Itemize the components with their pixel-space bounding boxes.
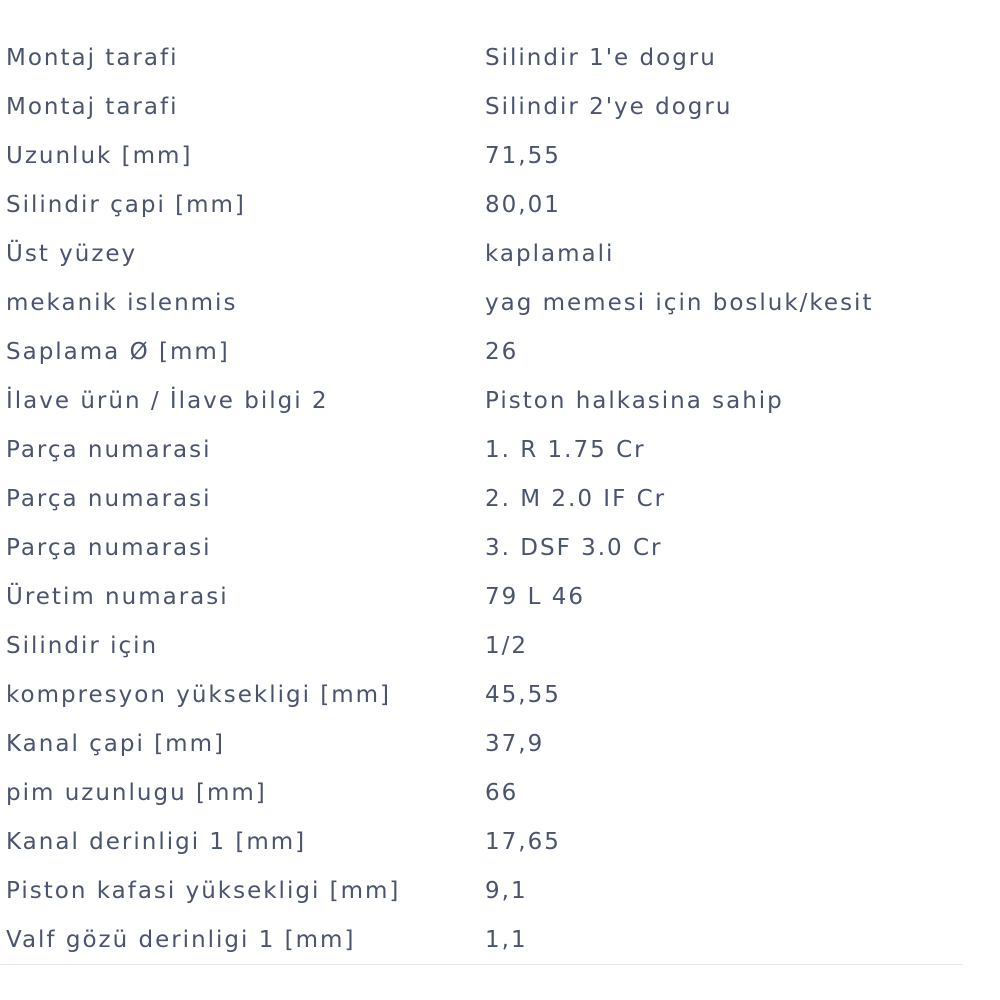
spec-value: 1,1 bbox=[485, 926, 528, 953]
spec-row-machined bbox=[0, 278, 962, 327]
spec-label: Parça numarasi bbox=[6, 436, 212, 463]
spec-value: Silindir 2'ye dogru bbox=[485, 93, 733, 120]
spec-label: Kanal çapi [mm] bbox=[6, 730, 225, 757]
spec-row-part-number-1 bbox=[0, 425, 962, 474]
spec-row-for-cylinder bbox=[0, 621, 962, 670]
spec-value: yag memesi için bosluk/kesit bbox=[485, 289, 874, 316]
spec-row-cylinder-bore bbox=[0, 180, 962, 229]
spec-label: Uzunluk [mm] bbox=[6, 142, 193, 169]
spec-value: 9,1 bbox=[485, 877, 528, 904]
spec-label: Valf gözü derinligi 1 [mm] bbox=[6, 926, 356, 953]
spec-row-groove-depth bbox=[0, 817, 962, 866]
spec-value: Piston halkasina sahip bbox=[485, 387, 784, 414]
spec-label: Üretim numarasi bbox=[6, 583, 229, 610]
spec-row-groove-diameter bbox=[0, 719, 962, 768]
spec-label: Silindir çapi [mm] bbox=[6, 191, 246, 218]
spec-label: Montaj tarafi bbox=[6, 44, 179, 71]
spec-label: Üst yüzey bbox=[6, 240, 138, 267]
spec-value: kaplamali bbox=[485, 240, 615, 267]
spec-value: 37,9 bbox=[485, 730, 545, 757]
spec-value: 2. M 2.0 IF Cr bbox=[485, 485, 667, 512]
spec-label: Piston kafasi yüksekligi [mm] bbox=[6, 877, 401, 904]
spec-label: Parça numarasi bbox=[6, 534, 212, 561]
spec-label: Parça numarasi bbox=[6, 485, 212, 512]
spec-label: kompresyon yüksekligi [mm] bbox=[6, 681, 392, 708]
spec-value: Silindir 1'e dogru bbox=[485, 44, 717, 71]
spec-row-pin-length bbox=[0, 768, 962, 817]
spec-row-piston-crown-height bbox=[0, 866, 962, 915]
spec-row-mounting-side-2 bbox=[0, 82, 962, 131]
spec-label: mekanik islenmis bbox=[6, 289, 238, 316]
spec-value: 26 bbox=[485, 338, 519, 365]
spec-row-valve-pocket-depth bbox=[0, 915, 962, 964]
spec-row-part-number-2 bbox=[0, 474, 962, 523]
spec-label: Silindir için bbox=[6, 632, 159, 659]
spec-value: 3. DSF 3.0 Cr bbox=[485, 534, 663, 561]
spec-value: 80,01 bbox=[485, 191, 561, 218]
spec-value: 79 L 46 bbox=[485, 583, 585, 610]
spec-row-length bbox=[0, 131, 962, 180]
spec-value: 1. R 1.75 Cr bbox=[485, 436, 646, 463]
spec-value: 71,55 bbox=[485, 142, 561, 169]
spec-value: 17,65 bbox=[485, 828, 561, 855]
spec-row-stud-diameter bbox=[0, 327, 962, 376]
spec-value: 66 bbox=[485, 779, 519, 806]
spec-label: Saplama Ø [mm] bbox=[6, 338, 230, 365]
spec-value: 45,55 bbox=[485, 681, 561, 708]
spec-row-production-number bbox=[0, 572, 962, 621]
spec-row-mounting-side-1 bbox=[0, 33, 962, 82]
spec-label: pim uzunlugu [mm] bbox=[6, 779, 267, 806]
spec-row-additional-info bbox=[0, 376, 962, 425]
spec-label: Montaj tarafi bbox=[6, 93, 179, 120]
spec-value: 1/2 bbox=[485, 632, 529, 659]
spec-row-top-surface bbox=[0, 229, 962, 278]
spec-label: Kanal derinligi 1 [mm] bbox=[6, 828, 307, 855]
spec-row-part-number-3 bbox=[0, 523, 962, 572]
spec-row-compression-height bbox=[0, 670, 962, 719]
spec-label: İlave ürün / İlave bilgi 2 bbox=[6, 387, 329, 414]
spec-table bbox=[0, 33, 962, 965]
